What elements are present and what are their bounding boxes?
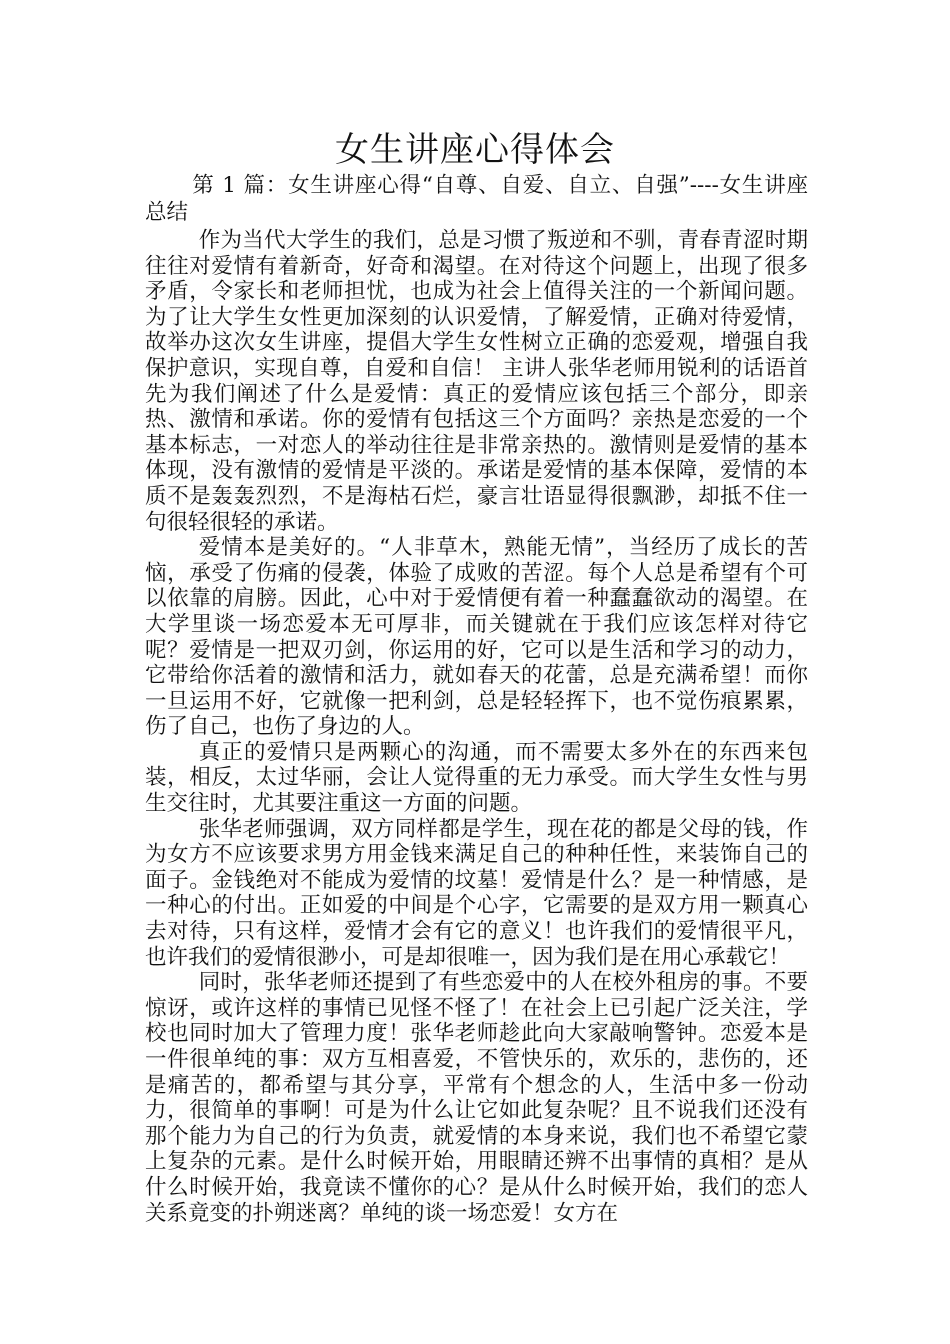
- article-heading: 第 1 篇：女生讲座心得“自尊、自爱、自立、自强”----女生讲座总结: [145, 173, 808, 225]
- paragraph: 爱情本是美好的。“人非草木，熟能无情”，当经历了成长的苦恼，承受了伤痛的侵袭，体验了成败的苦涩。每个人总是希望有个可以依靠的肩膀。因此，心中对于爱情便有着一种蠢蠢欲动的渴望。在大学里谈一场恋爱本无可厚非，而关键就在于我们应该怎样对待它呢？爱情是一把双刃剑，你运用的好，它可以是生活和学习的动力，它带给你活着的激情和活力，就如春天的花蕾，总是充满希望！而你一旦运用不好，它就像一把利剑，总是轻轻挥下，也不觉伤痕累累，伤了自己，也伤了身边的人。: [145, 535, 808, 740]
- paragraph: 真正的爱情只是两颗心的沟通，而不需要太多外在的东西来包装，相反，太过华丽，会让人觉得重的无力承受。而大学生女性与男生交往时，尤其要注重这一方面的问题。: [145, 739, 808, 817]
- paragraph: 张华老师强调，双方同样都是学生，现在花的都是父母的钱，作为女方不应该要求男方用金钱来满足自己的种种任性，来装饰自己的面子。金钱绝对不能成为爱情的坟墓！爱情是什么？是一种情感，是一种心的付出。正如爱的中间是个心字，它需要的是双方用一颗真心去对待，只有这样，爱情才会有它的意义！也许我们的爱情很平凡，也许我们的爱情很渺小，可是却很唯一，因为我们是在用心承载它！: [145, 816, 808, 970]
- document-title: 女生讲座心得体会: [335, 130, 615, 170]
- paragraph: 作为当代大学生的我们，总是习惯了叛逆和不驯，青春青涩时期往往对爱情有着新奇，好奇和渴望。在对待这个问题上，出现了很多矛盾，令家长和老师担忧，也成为社会上值得关注的一个新闻问题。为了让大学生女性更加深刻的认识爱情，了解爱情，正确对待爱情，故举办这次女生讲座，提倡大学生女性树立正确的恋爱观，增强自我保护意识，实现自尊，自爱和自信！ 主讲人张华老师用锐利的话语首先为我们阐述了什么是爱情：真正的爱情应该包括三个部分，即亲热、激情和承诺。你的爱情有包括这三个方面吗？亲热是恋爱的一个基本标志，一对恋人的举动往往是非常亲热的。激情则是爱情的基本体现，没有激情的爱情是平淡的。承诺是爱情的基本保障，爱情的本质不是轰轰烈烈，不是海枯石烂，豪言壮语显得很飘渺，却抵不住一句很轻很轻的承诺。: [145, 228, 808, 535]
- document-body: [145, 172, 808, 1226]
- paragraph: 同时，张华老师还提到了有些恋爱中的人在校外租房的事。不要惊讶，或许这样的事情已见怪不怪了！在社会上已引起广泛关注，学校也同时加大了管理力度！张华老师趁此向大家敲响警钟。恋爱本是一件很单纯的事：双方互相喜爱，不管快乐的，欢乐的，悲伤的，还是痛苦的，都希望与其分享，平常有个想念的人，生活中多一份动力，很简单的事啊！可是为什么让它如此复杂呢？且不说我们还没有那个能力为自己的行为负责，就爱情的本身来说，我们也不希望它蒙上复杂的元素。是什么时候开始，用眼睛还辨不出事情的真相？是从什么时候开始，我竟读不懂你的心？是从什么时候开始，我们的恋人关系竟变的扑朔迷离？单纯的谈一场恋爱！女方在: [145, 970, 808, 1226]
